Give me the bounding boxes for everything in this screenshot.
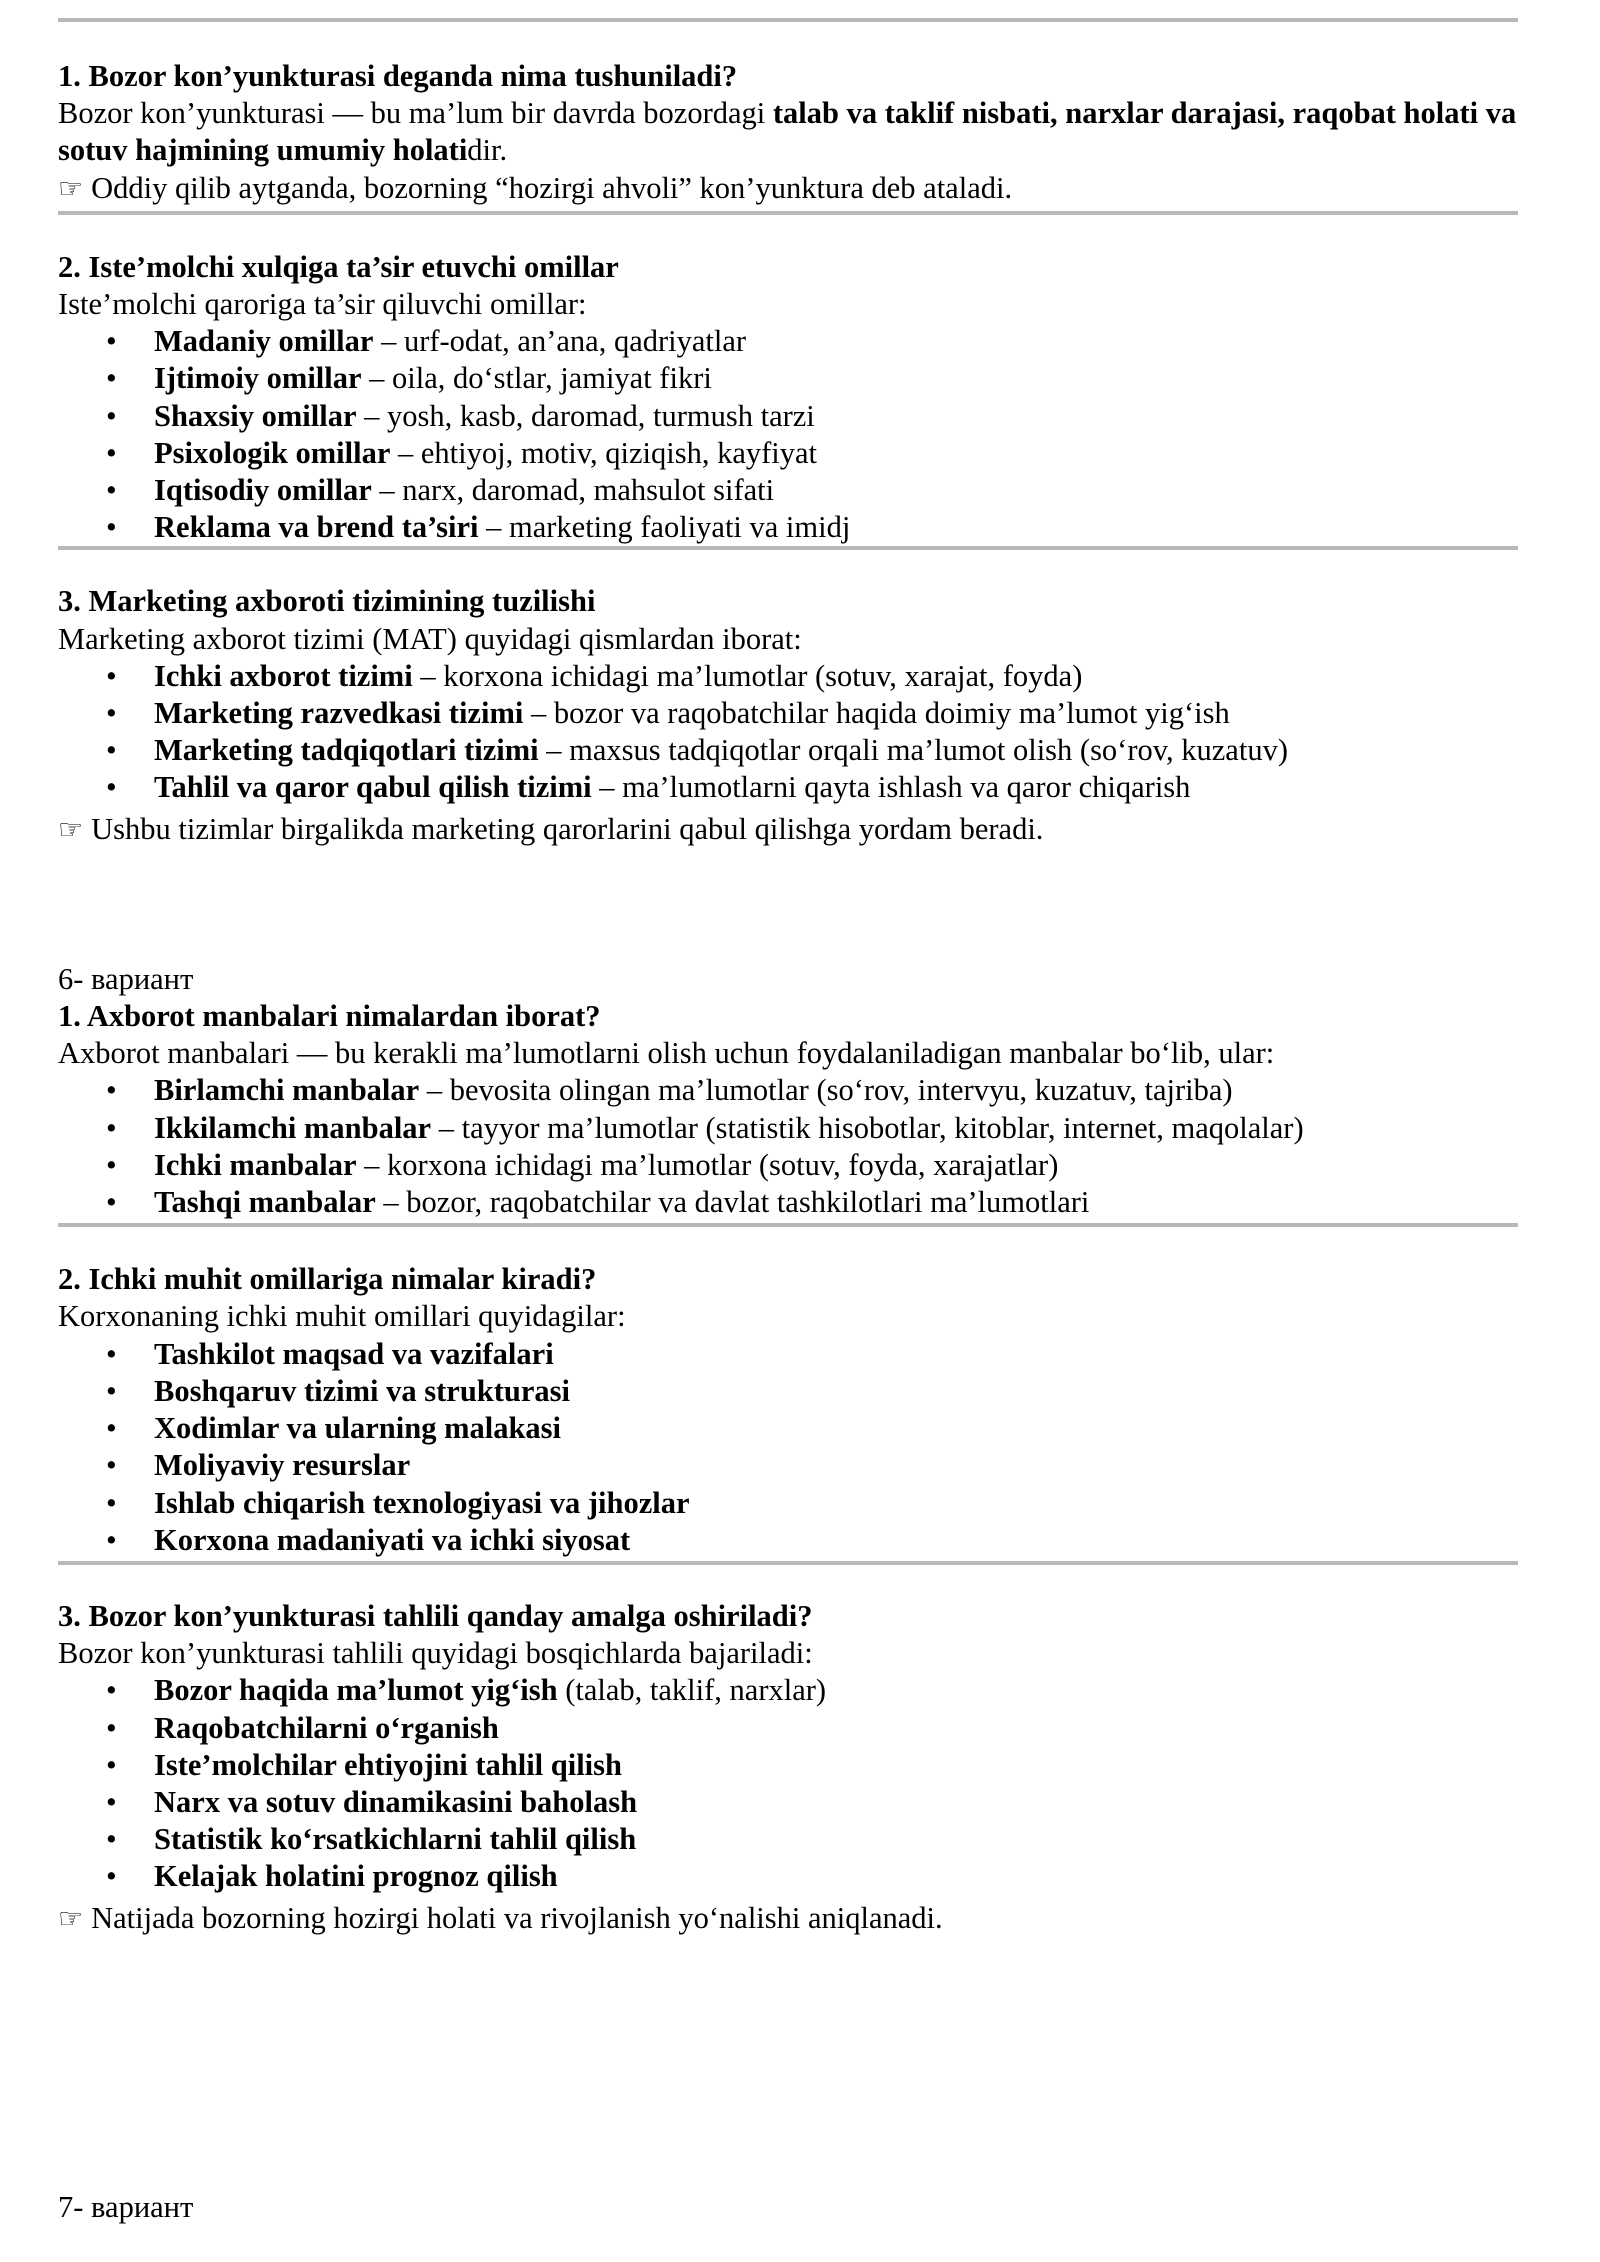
question-title: 2. Ichki muhit omillariga nimalar kiradi? [58, 1262, 597, 1297]
list-item-description: – urf-odat, an’ana, qadriyatlar [373, 324, 747, 359]
list-item [106, 1447, 1568, 1484]
question-block [58, 998, 1568, 1221]
pointing-hand-icon: ☞ [58, 812, 84, 846]
note-line [58, 1900, 1568, 1937]
list-item-term: Iqtisodiy omillar [154, 473, 372, 508]
list-item-term: Marketing tadqiqotlari tizimi [154, 733, 539, 768]
list-item-term: Ichki manbalar [154, 1147, 357, 1182]
list-item-term: Statistik ko‘rsatkichlarni tahlil qilish [154, 1822, 637, 1857]
list-item-term: Narx va sotuv dinamikasini baholash [154, 1784, 638, 1819]
question-intro: Bozor kon’yunkturasi tahlili quyidagi bosqichlarda bajariladi: [58, 1636, 813, 1671]
bullet-list [58, 1072, 1568, 1221]
answer-text [58, 95, 1568, 169]
list-item [106, 1821, 1568, 1858]
list-item-term: Shaxsiy omillar [154, 398, 357, 433]
list-item-term: Madaniy omillar [154, 324, 374, 359]
question-title: 3. Bozor kon’yunkturasi tahlili qanday amalga oshiriladi? [58, 1598, 813, 1633]
list-item-description: – bozor, raqobatchilar va davlat tashkilotlari ma’lumotlari [375, 1185, 1090, 1220]
variant-heading: 6- вариант [58, 961, 194, 996]
list-item [106, 1110, 1568, 1147]
question-block [58, 550, 1568, 847]
answer-text-part: Bozor kon’yunkturasi — bu ma’lum bir davrda bozordagi [58, 96, 773, 131]
list-item [106, 1072, 1568, 1109]
list-item [106, 1485, 1568, 1522]
list-item-term: Iste’molchilar ehtiyojini tahlil qilish [154, 1747, 622, 1782]
list-item [106, 1336, 1568, 1373]
question-title: 1. Axborot manbalari nimalardan iborat? [58, 999, 601, 1034]
list-item [106, 1784, 1568, 1821]
note-text: Ushbu tizimlar birgalikda marketing qarorlarini qabul qilishga yordam beradi. [91, 811, 1044, 846]
list-item-description: – ma’lumotlarni qayta ishlash va qaror chiqarish [591, 770, 1191, 805]
list-item [106, 435, 1568, 472]
list-item-description: (talab, taklif, narxlar) [557, 1673, 827, 1708]
note-line [58, 170, 1568, 207]
question-block [58, 1227, 1568, 1559]
bullet-list [58, 658, 1568, 807]
list-item-term: Raqobatchilarni o‘rganish [154, 1710, 499, 1745]
note-text: Natijada bozorning hozirgi holati va rivojlanish yo‘nalishi aniqlanadi. [91, 1900, 943, 1935]
spacer [58, 848, 1568, 961]
list-item [106, 323, 1568, 360]
question-block [58, 22, 1568, 207]
list-item-description: – oila, do‘stlar, jamiyat fikri [361, 361, 712, 396]
list-item-description: – korxona ichidagi ma’lumotlar (sotuv, xarajat, foyda) [412, 658, 1083, 693]
list-item [106, 769, 1568, 806]
list-item [106, 1710, 1568, 1747]
bullet-list [58, 323, 1568, 546]
answer-text-part: dir. [467, 133, 508, 168]
list-item-term: Tashqi manbalar [154, 1185, 376, 1220]
list-item [106, 360, 1568, 397]
list-item [106, 1410, 1568, 1447]
list-item-description: – maxsus tadqiqotlar orqali ma’lumot olish (so‘rov, kuzatuv) [538, 733, 1288, 768]
pointing-hand-icon: ☞ [58, 171, 84, 205]
bullet-list [58, 1336, 1568, 1559]
list-item-term: Ichki axborot tizimi [154, 658, 413, 693]
question-title: 3. Marketing axboroti tizimining tuzilishi [58, 584, 596, 619]
list-item [106, 1184, 1568, 1221]
question-intro: Iste’molchi qaroriga ta’sir qiluvchi omillar: [58, 287, 587, 322]
list-item-term: Psixologik omillar [154, 435, 391, 470]
list-item [106, 1672, 1568, 1709]
list-item-description: – korxona ichidagi ma’lumotlar (sotuv, foyda, xarajatlar) [356, 1147, 1059, 1182]
variant-heading: 7- вариант [58, 2189, 194, 2224]
list-item-description: – tayyor ma’lumotlar (statistik hisobotlar, kitoblar, internet, maqolalar) [431, 1110, 1304, 1145]
list-item-term: Xodimlar va ularning malakasi [154, 1411, 562, 1446]
list-item-term: Tahlil va qaror qabul qilish tizimi [154, 770, 592, 805]
list-item-term: Bozor haqida ma’lumot yig‘ish [154, 1673, 558, 1708]
question-intro: Marketing axborot tizimi (MAT) quyidagi qismlardan iborat: [58, 621, 802, 656]
list-item-term: Ikkilamchi manbalar [154, 1110, 432, 1145]
list-item-description: – ehtiyoj, motiv, qiziqish, kayfiyat [390, 435, 818, 470]
list-item [106, 1522, 1568, 1559]
question-title: 2. Iste’molchi xulqiga ta’sir etuvchi omillar [58, 249, 619, 284]
list-item [106, 1747, 1568, 1784]
list-item-description: – bevosita olingan ma’lumotlar (so‘rov, intervyu, kuzatuv, tajriba) [419, 1073, 1233, 1108]
document-page [58, 0, 1568, 2226]
question-intro: Korxonaning ichki muhit omillari quyidagilar: [58, 1299, 626, 1334]
list-item [106, 1147, 1568, 1184]
spacer [58, 1937, 1568, 2189]
pointing-hand-icon: ☞ [58, 1901, 84, 1935]
bullet-list [58, 1672, 1568, 1895]
question-title: 1. Bozor kon’yunkturasi deganda nima tushuniladi? [58, 59, 738, 93]
list-item-term: Marketing razvedkasi tizimi [154, 696, 524, 731]
list-item-term: Ishlab chiqarish texnologiyasi va jihozlar [154, 1485, 690, 1520]
list-item-term: Kelajak holatini prognoz qilish [154, 1859, 558, 1894]
note-line [58, 811, 1568, 848]
list-item [106, 398, 1568, 435]
list-item [106, 658, 1568, 695]
list-item [106, 732, 1568, 769]
note-text: Oddiy qilib aytganda, bozorning “hozirgi ahvoli” kon’yunktura deb ataladi. [91, 170, 1013, 205]
list-item-term: Reklama va brend ta’siri [154, 510, 479, 545]
question-intro: Axborot manbalari — bu kerakli ma’lumotlarni olish uchun foydalaniladigan manbalar bo‘lib, ular: [58, 1036, 1275, 1071]
list-item-term: Korxona madaniyati va ichki siyosat [154, 1522, 631, 1557]
list-item-term: Birlamchi manbalar [154, 1073, 420, 1108]
list-item [106, 1373, 1568, 1410]
list-item [106, 472, 1568, 509]
list-item-description: – narx, daromad, mahsulot sifati [371, 473, 775, 508]
list-item-description: – marketing faoliyati va imidj [478, 510, 851, 545]
answer-text-bold: talab va taklif nisbati, narxlar darajasi, raqobat holati va sotuv hajmining umumiy holati [58, 96, 1517, 168]
question-block [58, 1565, 1568, 1937]
question-block [58, 215, 1568, 547]
list-item-term: Ijtimoiy omillar [154, 361, 362, 396]
list-item-term: Boshqaruv tizimi va strukturasi [154, 1373, 571, 1408]
list-item-description: – yosh, kasb, daromad, turmush tarzi [356, 398, 815, 433]
list-item-term: Tashkilot maqsad va vazifalari [154, 1336, 554, 1371]
list-item [106, 509, 1568, 546]
list-item-term: Moliyaviy resurslar [154, 1448, 411, 1483]
list-item [106, 695, 1568, 732]
list-item-description: – bozor va raqobatchilar haqida doimiy ma’lumot yig‘ish [523, 696, 1230, 731]
list-item [106, 1858, 1568, 1895]
